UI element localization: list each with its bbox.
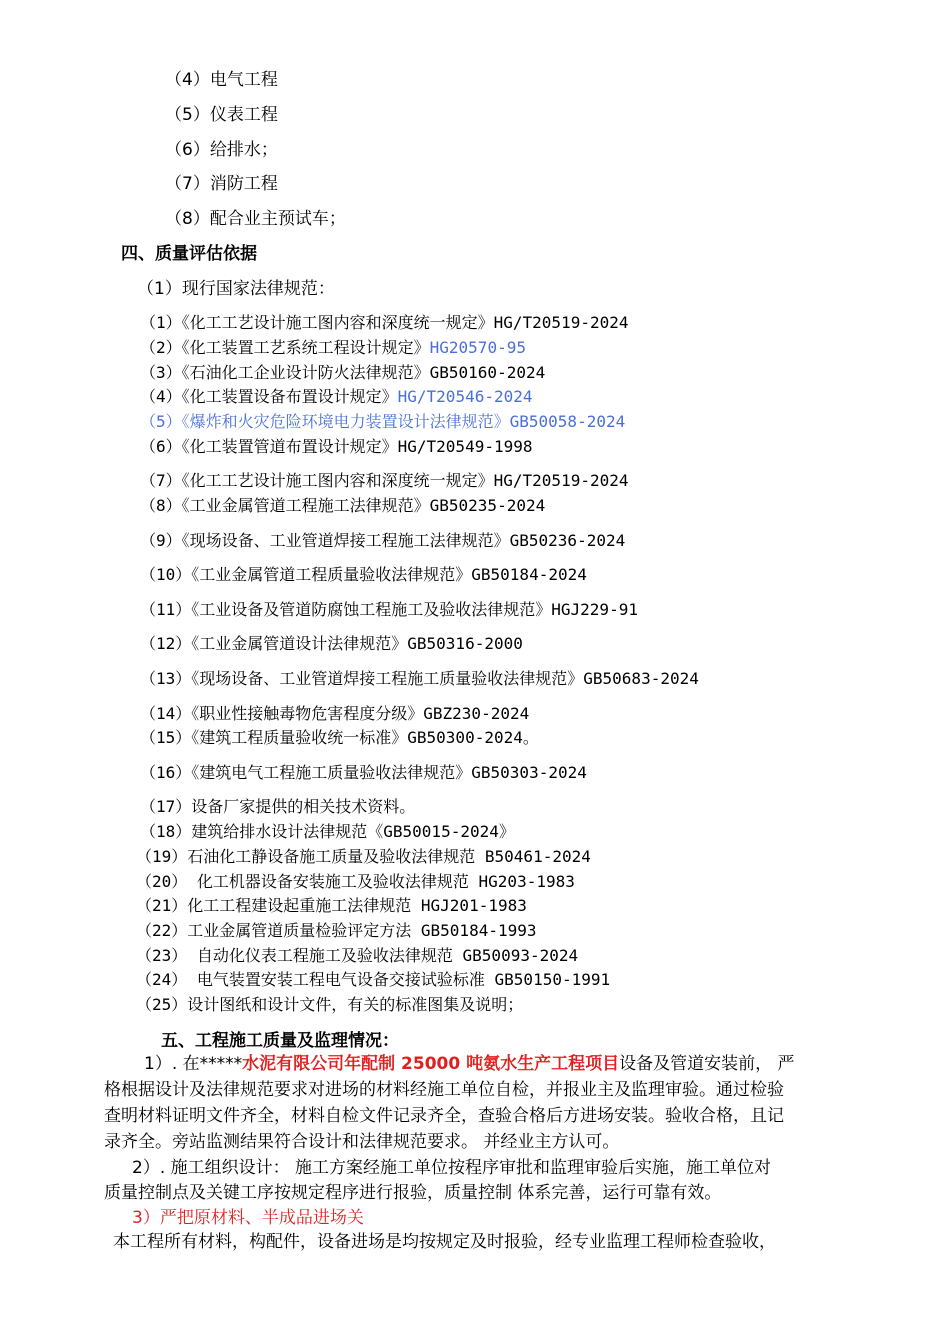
ref-23: （23） 自动化仪表工程施工及验收法律规范 GB50093-2024 [136, 946, 579, 965]
section-4-heading: 四、质量评估依据 [121, 244, 257, 264]
ref-15: （15）《建筑工程质量验收统一标准》GB50300-2024。 [140, 728, 539, 747]
project-name: 水泥有限公司年配制 25000 吨氨水生产工程项目 [242, 1054, 620, 1074]
para-1-line-4: 录齐全。旁站监测结果符合设计和法律规范要求。 并经业主方认可。 [104, 1132, 620, 1152]
ref-12: （12）《工业金属管道设计法律规范》GB50316-2000 [140, 634, 523, 653]
ref-9: （9）《现场设备、工业管道焊接工程施工法律规范》GB50236-2024 [140, 531, 626, 550]
para-1-line-1 [144, 1052, 795, 1076]
ref-10: （10）《工业金属管道工程质量验收法律规范》GB50184-2024 [140, 565, 587, 584]
ref-13: （13）《现场设备、工业管道焊接工程施工质量验收法律规范》GB50683-2024 [140, 669, 699, 688]
ref-17: （17）设备厂家提供的相关技术资料。 [140, 797, 416, 816]
section-4-sub: （1）现行国家法律规范： [137, 279, 335, 299]
ref-21: （21）化工工程建设起重施工法律规范 HGJ201-1983 [136, 896, 527, 915]
para-1-prefix: 1）. 在***** [144, 1054, 243, 1074]
ref-7: （7）《化工工艺设计施工图内容和深度统一规定》HG/T20519-2024 [140, 471, 629, 490]
para-4: 本工程所有材料，构配件，设备进场是均按规定及时报验，经专业监理工程师检查验收， [113, 1232, 776, 1252]
para-2-line-1: 2）. 施工组织设计： 施工方案经施工单位按程序审批和监理审验后实施，施工单位对 [132, 1158, 772, 1178]
ref-20: （20） 化工机器设备安装施工及验收法律规范 HG203-1983 [136, 872, 575, 891]
para-2-line-2: 质量控制点及关键工序按规定程序进行报验，质量控制 体系完善，运行可靠有效。 [104, 1183, 722, 1203]
ref-8: （8）《工业金属管道工程施工法律规范》GB50235-2024 [140, 496, 546, 515]
ref-25: （25）设计图纸和设计文件，有关的标准图集及说明； [136, 995, 524, 1014]
ref-2-text: （2）《化工装置工艺系统工程设计规定》HG20570-95 [140, 338, 526, 357]
para-3: 3）严把原材料、半成品进场关 [132, 1208, 364, 1228]
ref-24: （24） 电气装置安装工程电气设备交接试验标准 GB50150-1991 [136, 970, 611, 989]
ref-4-text: （4）《化工装置设备布置设计规定》HG/T20546-2024 [140, 387, 533, 406]
item-water: （6）给排水； [165, 140, 278, 160]
ref-3: （3）《石油化工企业设计防火法律规范》GB50160-2024 [140, 363, 546, 382]
ref-4 [140, 386, 533, 408]
ref-2 [140, 337, 526, 359]
item-fire: （7）消防工程 [165, 174, 278, 194]
ref-1: （1）《化工工艺设计施工图内容和深度统一规定》HG/T20519-2024 [140, 313, 629, 332]
ref-6: （6）《化工装置管道布置设计规定》HG/T20549-1998 [140, 437, 533, 456]
para-1-suffix: 设备及管道安装前， 严 [619, 1054, 795, 1074]
section-5-heading: 五、工程施工质量及监理情况： [161, 1031, 399, 1051]
ref-19: （19）石油化工静设备施工质量及验收法律规范 B50461-2024 [136, 847, 591, 866]
para-1-line-3: 查明材料证明文件齐全，材料自检文件记录齐全，查验合格后方进场安装。验收合格，且记 [104, 1106, 784, 1126]
para-1-line-2: 格根据设计及法律规范要求对进场的材料经施工单位自检，并报业主及监理审验。通过检验 [104, 1080, 784, 1100]
ref-11: （11）《工业设备及管道防腐蚀工程施工及验收法律规范》HGJ229-91 [140, 600, 638, 619]
ref-18: （18）建筑给排水设计法律规范《GB50015-2024》 [140, 822, 515, 841]
item-electrical: （4）电气工程 [165, 70, 278, 90]
item-trial-run: （8）配合业主预试车； [165, 209, 346, 229]
ref-22: （22）工业金属管道质量检验评定方法 GB50184-1993 [136, 921, 537, 940]
ref-5: （5）《爆炸和火灾危险环境电力装置设计法律规范》GB50058-2024 [140, 412, 626, 431]
ref-16: （16）《建筑电气工程施工质量验收法律规范》GB50303-2024 [140, 763, 587, 782]
ref-14: （14）《职业性接触毒物危害程度分级》GBZ230-2024 [140, 704, 530, 723]
item-instrument: （5）仪表工程 [165, 105, 278, 125]
